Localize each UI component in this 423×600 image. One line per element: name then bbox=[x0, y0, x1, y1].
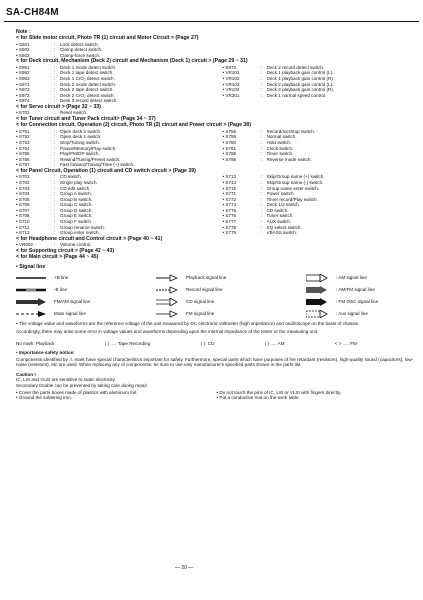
part-description: Group A switch. bbox=[60, 191, 92, 197]
part-description: Volume control. bbox=[60, 242, 92, 248]
colon: : bbox=[54, 145, 56, 151]
part-code: • S703 bbox=[16, 185, 30, 191]
fm-am-signal-icon bbox=[16, 298, 54, 306]
part-code: • S771 bbox=[222, 191, 237, 197]
playback-signal-icon bbox=[156, 274, 186, 282]
legend-label: : AM/FM signal line bbox=[336, 287, 375, 293]
section bbox=[16, 122, 417, 168]
signal-line-label: • Signal line bbox=[16, 263, 46, 270]
part-code: • S953 bbox=[16, 75, 30, 81]
part-description: Deck 2 CrO₂ detect switch. bbox=[60, 92, 115, 98]
part-code: • S713 bbox=[222, 174, 237, 180]
part-code: • S712 bbox=[16, 230, 30, 236]
part-entry bbox=[217, 230, 418, 236]
part-description: Hold switch. bbox=[266, 139, 292, 145]
part-description: Group C switch. bbox=[60, 202, 93, 208]
caution-right-1: • Do not touch the pins of IC, LSI or VLSI with fingers directly. bbox=[216, 389, 342, 395]
colon: : bbox=[260, 128, 262, 134]
caution-right-2: • Put a conductive mat on the work table. bbox=[216, 395, 300, 401]
mode-legend bbox=[16, 341, 417, 347]
part-code: • VR602 bbox=[16, 242, 33, 248]
part-description: Deck 2 tape detect switch. bbox=[60, 87, 114, 93]
legend-item bbox=[16, 310, 156, 318]
part-description: Timer record/Play switch. bbox=[266, 196, 318, 202]
am-signal-icon bbox=[306, 274, 336, 282]
colon: : bbox=[54, 110, 56, 116]
part-code: • S502 bbox=[16, 47, 30, 53]
voltage-note-1: • The voltage value and waveforms are the reference voltage of the unit measured by DC electronic voltmeter (high impedance) and oscilloscope on the basis of chassis. bbox=[16, 321, 360, 327]
colon: : bbox=[260, 230, 262, 236]
section-title: < for Tuner circuit and Tuner Pack circuit> (Page 34 ~ 37) bbox=[16, 115, 156, 122]
part-code: • S707 bbox=[16, 207, 30, 213]
part-code: • S951 bbox=[16, 64, 30, 70]
colon: : bbox=[54, 213, 56, 219]
part-code: • S973 bbox=[16, 92, 30, 98]
caution-right bbox=[217, 390, 418, 401]
record-signal-icon bbox=[156, 286, 186, 294]
legend-item bbox=[16, 298, 156, 306]
header-rule bbox=[4, 21, 419, 22]
part-description: Deck 1 playback gain control (R). bbox=[266, 75, 335, 81]
mode-cd: ⟨ ⟩: CD bbox=[200, 340, 215, 346]
colon: : bbox=[54, 219, 56, 225]
part-description: Rewind/Tuning/Preset switch. bbox=[60, 156, 121, 162]
part-description: Group E switch. bbox=[60, 213, 93, 219]
part-code: • S503 bbox=[16, 52, 30, 58]
colon: : bbox=[54, 128, 56, 134]
part-code: • S756 bbox=[16, 156, 30, 162]
legend-label: : FM OSC signal line bbox=[336, 299, 379, 305]
part-description: VBASS switch. bbox=[266, 230, 298, 236]
part-description: CD switch. bbox=[266, 207, 289, 213]
part-description: Pause/Memory/Play switch. bbox=[60, 145, 117, 151]
caution-line-1: IC, LSI and VLSI are sensitive to static electricity. bbox=[16, 377, 116, 383]
colon: : bbox=[260, 81, 262, 87]
colon: : bbox=[54, 185, 56, 191]
section bbox=[16, 35, 417, 58]
part-code: • S753 bbox=[16, 139, 30, 145]
colon: : bbox=[260, 207, 262, 213]
part-code: • S760 bbox=[222, 139, 237, 145]
part-code: • S501 bbox=[16, 41, 30, 47]
mode-fm: < > ..... FM bbox=[334, 340, 357, 346]
part-code: • S702 bbox=[16, 179, 30, 185]
colon: : bbox=[260, 151, 262, 157]
model-number: SA-CH84M bbox=[6, 7, 59, 18]
part-code: • S775 bbox=[222, 207, 237, 213]
sections-container bbox=[16, 35, 417, 260]
legend-label: -B line bbox=[54, 287, 68, 293]
legend-label: : Aux signal line bbox=[336, 311, 368, 317]
part-description: Clock switch. bbox=[266, 145, 294, 151]
colon: : bbox=[260, 134, 262, 140]
part-description: Group D switch. bbox=[60, 207, 93, 213]
colon: : bbox=[260, 179, 262, 185]
part-description: Tuner switch. bbox=[266, 213, 294, 219]
part-code: • VR101 bbox=[222, 70, 240, 76]
colon: : bbox=[54, 70, 56, 76]
legend-label: Mute signal line bbox=[54, 311, 86, 317]
part-description: Deck 1 tape detect switch. bbox=[60, 70, 114, 76]
part-description: Deck 1 mode detect switch. bbox=[60, 64, 117, 70]
colon: : bbox=[260, 185, 262, 191]
part-description: Stop/Tuning switch. bbox=[60, 139, 100, 145]
colon: : bbox=[54, 224, 56, 230]
part-description: Normal switch. bbox=[266, 134, 297, 140]
legend-item bbox=[16, 274, 156, 282]
colon: : bbox=[54, 87, 56, 93]
mode-tape: ( ) ..... Tape Recording bbox=[104, 340, 151, 346]
part-code: • S765 bbox=[222, 151, 237, 157]
legend-item bbox=[306, 310, 417, 318]
legend-label: Playback signal line bbox=[186, 275, 227, 281]
part-description: Open deck 2 switch. bbox=[60, 128, 102, 134]
part-description: Deck 2 record detect switch. bbox=[266, 64, 325, 70]
colon: : bbox=[260, 191, 262, 197]
part-code: • S776 bbox=[222, 213, 237, 219]
part-code: • S754 bbox=[16, 145, 30, 151]
caution-left bbox=[16, 390, 217, 401]
part-code: • S706 bbox=[16, 202, 30, 208]
part-code: • S761 bbox=[222, 145, 237, 151]
bline-minus-icon bbox=[16, 287, 54, 293]
part-code: • S757 bbox=[16, 162, 30, 168]
part-code: • S777 bbox=[222, 219, 237, 225]
section-title: < for Headphone circuit and Control circuit > (Page 40 ~ 41) bbox=[16, 235, 163, 242]
part-code: • VR104 bbox=[222, 87, 240, 93]
section-title: < for Panel Circuit, Operation (1) circuit and CD switch circuit > (Page 39) bbox=[16, 167, 196, 174]
part-description: Deck 1/2 switch. bbox=[266, 202, 300, 208]
section bbox=[16, 58, 417, 104]
section bbox=[16, 104, 417, 116]
colon: : bbox=[54, 139, 56, 145]
part-code: • S710 bbox=[16, 219, 30, 225]
part-description: EQ select switch. bbox=[266, 224, 302, 230]
legend-item bbox=[156, 298, 306, 306]
part-code: • S972 bbox=[16, 87, 30, 93]
legend-label: : AM signal line bbox=[336, 275, 367, 281]
part-description: Clamp-force switch. bbox=[60, 52, 101, 58]
part-code: • S952 bbox=[16, 70, 30, 76]
part-description: Group B switch. bbox=[60, 196, 93, 202]
part-description: Reverse mode switch. bbox=[266, 156, 312, 162]
part-description: Deck 2 record detect switch. bbox=[60, 98, 118, 104]
caution-line-2: Secondary trouble can be prevented by taking care during repair. bbox=[16, 383, 149, 389]
part-code: • S701 bbox=[16, 110, 30, 116]
mode-am: ( ) ..... AM bbox=[264, 340, 285, 346]
part-description: Single play switch. bbox=[60, 179, 98, 185]
colon: : bbox=[260, 75, 262, 81]
colon: : bbox=[260, 156, 262, 162]
aux-signal-icon bbox=[306, 310, 336, 318]
part-code: • S759 bbox=[222, 134, 237, 140]
section bbox=[16, 168, 417, 236]
colon: : bbox=[54, 92, 56, 98]
colon: : bbox=[260, 202, 262, 208]
colon: : bbox=[260, 219, 262, 225]
part-description: Deck 2 playback gain control (R). bbox=[266, 87, 335, 93]
part-code: • S708 bbox=[16, 213, 30, 219]
part-description: Group enter switch. bbox=[60, 230, 100, 236]
part-code: • VR102 bbox=[222, 75, 240, 81]
colon: : bbox=[260, 174, 262, 180]
caution-left-2: • Ground the soldering iron. bbox=[16, 395, 72, 401]
section-title: < for Main circuit > (Page 44 ~ 45) bbox=[16, 254, 99, 261]
part-code: • S704 bbox=[16, 191, 30, 197]
part-description: Deck 1 normal speed control. bbox=[266, 92, 327, 98]
part-description: Fast forward/Tuning/Time (+) switch. bbox=[60, 162, 135, 168]
part-code: • S971 bbox=[16, 81, 30, 87]
colon: : bbox=[54, 242, 56, 248]
colon: : bbox=[260, 224, 262, 230]
colon: : bbox=[54, 191, 56, 197]
legend-label: FM/AM signal line bbox=[54, 299, 91, 305]
mute-signal-icon bbox=[16, 310, 54, 318]
section bbox=[16, 236, 417, 248]
caution-left-1: • Cover the parts boxes made of plastics with aluminum foil. bbox=[16, 389, 138, 395]
legend-item bbox=[156, 286, 306, 294]
caution-title: Caution ! bbox=[16, 371, 36, 377]
legend-item bbox=[306, 274, 417, 282]
colon: : bbox=[54, 179, 56, 185]
colon: : bbox=[54, 230, 56, 236]
part-description: Record/rec/Stop switch. bbox=[266, 128, 316, 134]
part-code: • S715 bbox=[222, 185, 237, 191]
legend-item bbox=[306, 298, 417, 306]
section-title: < for Deck circuit, Mechanism (Deck 2) circuit and Mechanism (Deck 1) circuit > (Page 29 ~ 31) bbox=[16, 58, 248, 65]
part-description: Lock detect switch. bbox=[60, 41, 99, 47]
part-code: • S772 bbox=[222, 196, 237, 202]
colon: : bbox=[260, 196, 262, 202]
colon: : bbox=[54, 202, 56, 208]
colon: : bbox=[260, 139, 262, 145]
part-code: • S756 bbox=[222, 128, 237, 134]
part-code: • S778 bbox=[222, 224, 237, 230]
bline-plus-icon bbox=[16, 275, 54, 281]
part-entry bbox=[217, 93, 418, 99]
colon: : bbox=[260, 64, 262, 70]
part-code: • S705 bbox=[16, 196, 30, 202]
safety-title: • Importance safety notice: bbox=[16, 350, 75, 356]
part-description: Group F switch. bbox=[60, 219, 93, 225]
part-code: • S766 bbox=[222, 156, 237, 162]
part-description: AUX switch. bbox=[266, 219, 292, 225]
colon: : bbox=[260, 145, 262, 151]
part-description: Skip/Group name (+) switch. bbox=[266, 174, 325, 180]
part-description: Deck 1 playback gain control (L). bbox=[266, 70, 334, 76]
section bbox=[16, 254, 417, 260]
fm-osc-signal-icon bbox=[306, 298, 336, 306]
caution-columns bbox=[16, 390, 417, 401]
colon: : bbox=[260, 92, 262, 98]
legend-label: FM signal line bbox=[186, 311, 215, 317]
part-description: Open deck 1 switch. bbox=[60, 134, 102, 140]
part-description: Group rename switch. bbox=[60, 224, 105, 230]
colon: : bbox=[54, 64, 56, 70]
part-description: CD edit switch. bbox=[60, 185, 91, 191]
part-description: Play/FM/DP switch. bbox=[60, 151, 100, 157]
part-code: • S701 bbox=[16, 174, 30, 180]
colon: : bbox=[54, 41, 56, 47]
part-description: Clamp detect switch. bbox=[60, 47, 103, 53]
colon: : bbox=[54, 47, 56, 53]
colon: : bbox=[54, 52, 56, 58]
am-fm-signal-icon bbox=[306, 286, 336, 294]
part-code: • S755 bbox=[16, 151, 30, 157]
part-description: Deck 1 CrO₂ detect switch. bbox=[60, 75, 115, 81]
part-description: Timer switch. bbox=[266, 151, 294, 157]
part-entry bbox=[217, 157, 418, 163]
part-description: Reset switch. bbox=[60, 110, 88, 116]
signal-legend bbox=[16, 274, 417, 318]
colon: : bbox=[54, 162, 56, 168]
colon: : bbox=[54, 75, 56, 81]
part-code: • S751 bbox=[16, 128, 30, 134]
colon: : bbox=[54, 196, 56, 202]
part-code: • S714 bbox=[222, 179, 237, 185]
section-title: < for Slide motor circuit, Photo TR (1) circuit and Motor Circuit > (Page 27) bbox=[16, 35, 199, 42]
legend-item bbox=[306, 286, 417, 294]
voltage-note-2: Accordingly, there may arise some error in voltage values and waveforms depending upon the internal impedance of the tester or the measuring unit. bbox=[16, 329, 319, 335]
part-code: • S779 bbox=[222, 230, 237, 236]
cd-signal-icon bbox=[156, 298, 186, 306]
section-title: < for Supporting circuit > (Page 42 ~ 43) bbox=[16, 247, 115, 254]
part-description: Deck 2 mode detect switch. bbox=[60, 81, 117, 87]
colon: : bbox=[54, 156, 56, 162]
part-description: CD switch. bbox=[60, 174, 82, 180]
part-description: Deck 2 playback gain control (L). bbox=[266, 81, 334, 87]
part-description: Group name enter switch. bbox=[266, 185, 320, 191]
part-code: • S973 bbox=[222, 64, 237, 70]
part-code: • S711 bbox=[16, 224, 30, 230]
fm-signal-icon bbox=[156, 310, 186, 318]
colon: : bbox=[54, 134, 56, 140]
part-code: • VR301 bbox=[222, 92, 240, 98]
section-title: < for Connection circuit, Operation (2) circuit, Photo TR (2) circuit and Power circuit > (Page 38) bbox=[16, 122, 251, 129]
mode-label: No mark: Playback bbox=[16, 340, 55, 346]
part-code: • VR103 bbox=[222, 81, 240, 87]
notes-content bbox=[16, 29, 417, 401]
colon: : bbox=[260, 87, 262, 93]
colon: : bbox=[54, 174, 56, 180]
legend-item bbox=[156, 274, 306, 282]
section-title: < for Servo circuit > (Page 32 ~ 33) bbox=[16, 103, 101, 110]
part-description: Skip/Group name (-) switch. bbox=[266, 179, 324, 185]
safety-body: Components identified by ⚠ mark have special characteristics important for safety. Furthermore, special parts which have purposes of fire retardant (resistors), high-quality sound (capacitors), low-noise (resistors), etc are used. When replacing any of components, be sure to use only manufacturer's specified parts shown in the parts list. bbox=[16, 357, 414, 368]
legend-label: CD signal line bbox=[186, 299, 215, 305]
colon: : bbox=[54, 151, 56, 157]
legend-label: +B line bbox=[54, 275, 69, 281]
part-code: • S974 bbox=[16, 98, 30, 104]
legend-label: Record signal line bbox=[186, 287, 223, 293]
part-code: • S752 bbox=[16, 134, 30, 140]
legend-item bbox=[156, 310, 306, 318]
colon: : bbox=[260, 213, 262, 219]
colon: : bbox=[54, 207, 56, 213]
colon: : bbox=[54, 98, 56, 104]
colon: : bbox=[54, 81, 56, 87]
part-description: Power switch. bbox=[266, 191, 295, 197]
part-code: • S774 bbox=[222, 202, 237, 208]
colon: : bbox=[260, 70, 262, 76]
page-number: — 20 — bbox=[175, 565, 194, 571]
legend-item bbox=[16, 286, 156, 294]
note-label: Note : bbox=[16, 29, 31, 35]
